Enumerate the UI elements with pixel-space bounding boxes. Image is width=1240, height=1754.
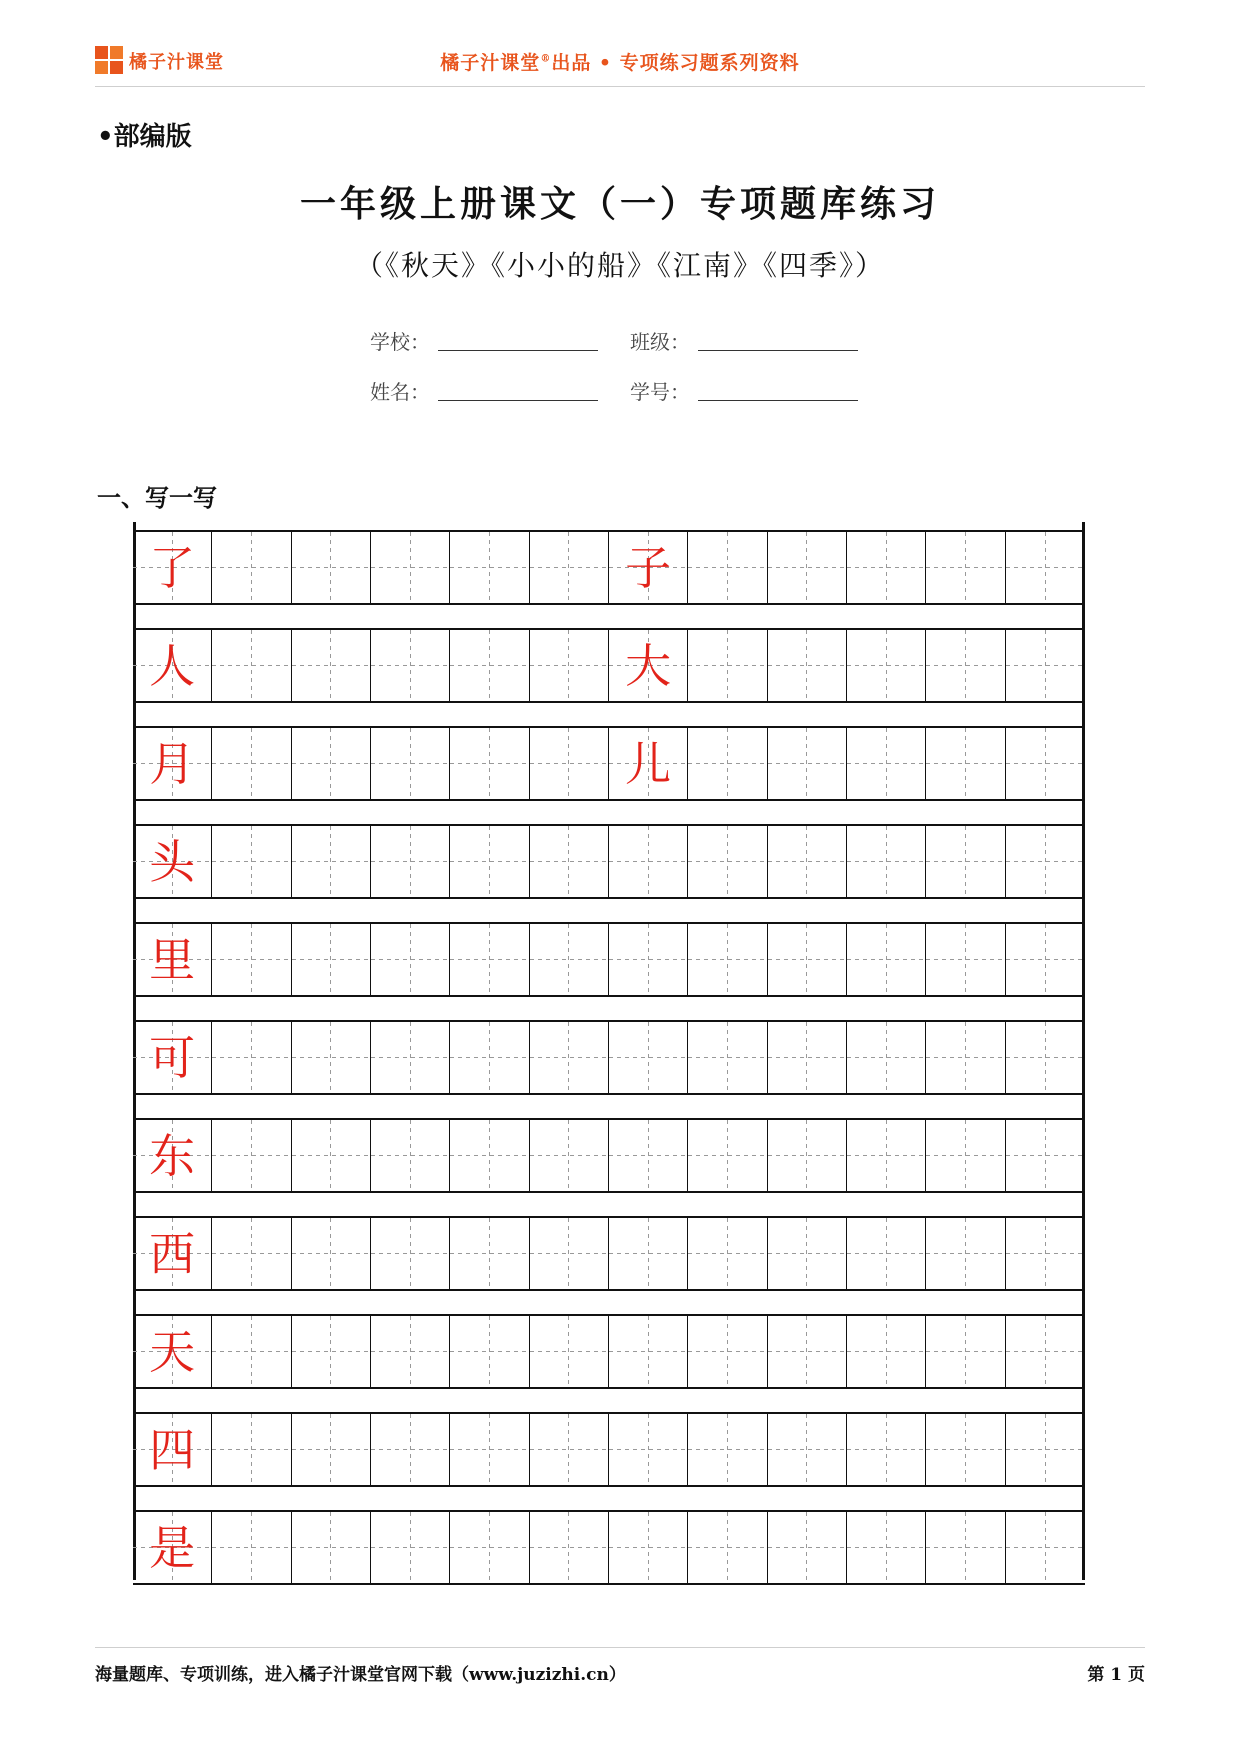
tianzige-cell[interactable] xyxy=(292,1120,371,1191)
tianzige-cell[interactable] xyxy=(926,1022,1005,1093)
tianzige-cell[interactable] xyxy=(133,532,212,603)
tianzige-cell[interactable] xyxy=(688,728,767,799)
tianzige-cell[interactable] xyxy=(768,1022,847,1093)
footer-text: 海量题库、专项训练，进入橘子汁课堂官网下载（www.juzizhi.cn） xyxy=(95,1665,626,1685)
tianzige-cell[interactable] xyxy=(371,826,450,897)
tianzige-cell[interactable] xyxy=(688,1512,767,1583)
tianzige-cell[interactable] xyxy=(133,826,212,897)
tianzige-cell[interactable] xyxy=(450,1512,529,1583)
tianzige-cell[interactable] xyxy=(609,728,688,799)
tianzige-cell[interactable] xyxy=(688,1120,767,1191)
registered-mark: ® xyxy=(540,53,552,65)
tianzige-cell[interactable] xyxy=(212,532,291,603)
tianzige-cell[interactable] xyxy=(847,1414,926,1485)
practice-row xyxy=(133,1412,1085,1487)
model-character: 可 xyxy=(149,1030,196,1085)
tianzige-cell[interactable] xyxy=(926,1316,1005,1387)
tianzige-cell[interactable] xyxy=(847,630,926,701)
number-field xyxy=(630,376,890,405)
tianzige-cell[interactable] xyxy=(926,728,1005,799)
tianzige-cell[interactable] xyxy=(1006,728,1085,799)
tianzige-cell[interactable] xyxy=(212,1316,291,1387)
model-character: 天 xyxy=(149,1324,196,1379)
tianzige-cell[interactable] xyxy=(133,1120,212,1191)
model-character: 四 xyxy=(149,1422,196,1477)
tianzige-cell[interactable] xyxy=(292,1022,371,1093)
tianzige-cell[interactable] xyxy=(212,1120,291,1191)
student-info xyxy=(370,305,890,405)
tianzige-cell[interactable] xyxy=(212,1512,291,1583)
class-blank[interactable] xyxy=(698,349,858,351)
tianzige-cell[interactable] xyxy=(847,1218,926,1289)
tianzige-cell[interactable] xyxy=(292,1512,371,1583)
tagline-brand: 橘子汁课堂 xyxy=(440,52,541,74)
tianzige-cell[interactable] xyxy=(768,924,847,995)
tianzige-cell[interactable] xyxy=(133,1218,212,1289)
tianzige-cell[interactable] xyxy=(847,1316,926,1387)
tianzige-cell[interactable] xyxy=(371,1316,450,1387)
tianzige-cell[interactable] xyxy=(450,1414,529,1485)
tianzige-cell[interactable] xyxy=(530,1316,609,1387)
tianzige-cell[interactable] xyxy=(212,924,291,995)
tianzige-cell[interactable] xyxy=(688,1218,767,1289)
tianzige-cell[interactable] xyxy=(371,924,450,995)
tianzige-cell[interactable] xyxy=(212,728,291,799)
tianzige-cell[interactable] xyxy=(1006,1512,1085,1583)
tianzige-cell[interactable] xyxy=(926,924,1005,995)
tianzige-cell[interactable] xyxy=(450,826,529,897)
tianzige-cell[interactable] xyxy=(926,532,1005,603)
class-label: 班级： xyxy=(630,330,690,354)
tianzige-cell[interactable] xyxy=(847,728,926,799)
tianzige-cell[interactable] xyxy=(1006,1022,1085,1093)
tianzige-cell[interactable] xyxy=(450,728,529,799)
tianzige-cell[interactable] xyxy=(371,728,450,799)
practice-row xyxy=(133,1510,1085,1585)
tianzige-cell[interactable] xyxy=(530,924,609,995)
tianzige-cell[interactable] xyxy=(450,924,529,995)
tianzige-cell[interactable] xyxy=(1006,532,1085,603)
tianzige-cell[interactable] xyxy=(292,1414,371,1485)
school-blank[interactable] xyxy=(438,349,598,351)
tianzige-cell[interactable] xyxy=(926,1218,1005,1289)
tianzige-cell[interactable] xyxy=(847,1120,926,1191)
tianzige-cell[interactable] xyxy=(609,532,688,603)
tianzige-cell[interactable] xyxy=(133,1414,212,1485)
practice-row xyxy=(133,530,1085,605)
tianzige-cell[interactable] xyxy=(609,1218,688,1289)
tianzige-cell[interactable] xyxy=(768,728,847,799)
model-character: 大 xyxy=(625,638,672,693)
tianzige-cell[interactable] xyxy=(609,1512,688,1583)
tianzige-cell[interactable] xyxy=(768,532,847,603)
practice-row xyxy=(133,628,1085,703)
tianzige-cell[interactable] xyxy=(768,1414,847,1485)
tianzige-cell[interactable] xyxy=(609,924,688,995)
tianzige-cell[interactable] xyxy=(371,1218,450,1289)
tianzige-cell[interactable] xyxy=(1006,1218,1085,1289)
model-character: 子 xyxy=(625,540,672,595)
tianzige-cell[interactable] xyxy=(530,1512,609,1583)
page-number: 第 1 页 xyxy=(1087,1665,1145,1685)
tianzige-cell[interactable] xyxy=(530,630,609,701)
practice-row xyxy=(133,824,1085,899)
tianzige-cell[interactable] xyxy=(768,1316,847,1387)
section-heading: 一、写一写 xyxy=(97,483,217,512)
tianzige-cell[interactable] xyxy=(926,1512,1005,1583)
tianzige-cell[interactable] xyxy=(768,826,847,897)
practice-row xyxy=(133,726,1085,801)
logo-text: 橘子汁课堂 xyxy=(129,52,224,73)
model-character: 月 xyxy=(149,736,196,791)
tianzige-cell[interactable] xyxy=(212,1022,291,1093)
tianzige-cell[interactable] xyxy=(609,1120,688,1191)
tianzige-cell[interactable] xyxy=(688,532,767,603)
edition-label: •部编版 xyxy=(97,122,192,152)
tianzige-cell[interactable] xyxy=(530,1022,609,1093)
tianzige-cell[interactable] xyxy=(1006,924,1085,995)
tianzige-cell[interactable] xyxy=(371,532,450,603)
tianzige-cell[interactable] xyxy=(1006,1316,1085,1387)
tianzige-cell[interactable] xyxy=(133,1512,212,1583)
tianzige-cell[interactable] xyxy=(133,630,212,701)
tianzige-cell[interactable] xyxy=(688,924,767,995)
tianzige-cell[interactable] xyxy=(450,1218,529,1289)
practice-row xyxy=(133,1118,1085,1193)
page-header xyxy=(95,40,1145,87)
page-title: 一年级上册课文（一）专项题库练习 xyxy=(299,183,940,225)
tianzige-cell[interactable] xyxy=(1006,1120,1085,1191)
tianzige-cell[interactable] xyxy=(450,1120,529,1191)
tianzige-cell[interactable] xyxy=(133,728,212,799)
tianzige-cell[interactable] xyxy=(212,1414,291,1485)
tianzige-cell[interactable] xyxy=(1006,826,1085,897)
tianzige-cell[interactable] xyxy=(371,630,450,701)
tianzige-cell[interactable] xyxy=(212,826,291,897)
tianzige-cell[interactable] xyxy=(450,1316,529,1387)
tianzige-cell[interactable] xyxy=(847,1512,926,1583)
tianzige-cell[interactable] xyxy=(609,826,688,897)
page-subtitle: （《秋天》《小小的船》《江南》《四季》） xyxy=(354,249,885,282)
tianzige-cell[interactable] xyxy=(926,1120,1005,1191)
practice-row xyxy=(133,1020,1085,1095)
tianzige-cell[interactable] xyxy=(212,1218,291,1289)
tianzige-cell[interactable] xyxy=(371,1414,450,1485)
tianzige-cell[interactable] xyxy=(530,1120,609,1191)
tianzige-cell[interactable] xyxy=(688,1316,767,1387)
name-field xyxy=(370,376,630,405)
tianzige-cell[interactable] xyxy=(847,826,926,897)
practice-row xyxy=(133,922,1085,997)
school-field xyxy=(370,326,630,355)
tianzige-cell[interactable] xyxy=(847,1022,926,1093)
tianzige-cell[interactable] xyxy=(371,1120,450,1191)
tianzige-cell[interactable] xyxy=(688,630,767,701)
tianzige-cell[interactable] xyxy=(609,1414,688,1485)
tianzige-cell[interactable] xyxy=(926,826,1005,897)
tianzige-cell[interactable] xyxy=(292,728,371,799)
tianzige-cell[interactable] xyxy=(847,924,926,995)
tianzige-cell[interactable] xyxy=(926,630,1005,701)
tianzige-cell[interactable] xyxy=(292,1218,371,1289)
name-label: 姓名： xyxy=(370,380,430,404)
tianzige-cell[interactable] xyxy=(292,826,371,897)
name-blank[interactable] xyxy=(438,399,598,401)
model-character: 人 xyxy=(149,638,196,693)
number-blank[interactable] xyxy=(698,399,858,401)
tianzige-cell[interactable] xyxy=(609,630,688,701)
model-character: 西 xyxy=(149,1226,196,1281)
tianzige-cell[interactable] xyxy=(292,630,371,701)
tianzige-cell[interactable] xyxy=(530,1218,609,1289)
page-footer xyxy=(95,1647,1145,1685)
tianzige-cell[interactable] xyxy=(609,1316,688,1387)
tianzige-cell[interactable] xyxy=(371,1022,450,1093)
tianzige-cell[interactable] xyxy=(768,1120,847,1191)
tianzige-cell[interactable] xyxy=(530,1414,609,1485)
tianzige-cell[interactable] xyxy=(450,1022,529,1093)
tianzige-cell[interactable] xyxy=(292,924,371,995)
tianzige-cell[interactable] xyxy=(530,532,609,603)
writing-grid xyxy=(133,522,1085,1580)
tianzige-cell[interactable] xyxy=(133,924,212,995)
tagline-text: 出品 • 专项练习题系列资料 xyxy=(551,52,800,74)
tianzige-cell[interactable] xyxy=(1006,630,1085,701)
tianzige-cell[interactable] xyxy=(212,630,291,701)
tianzige-cell[interactable] xyxy=(688,826,767,897)
number-label: 学号： xyxy=(630,380,690,404)
header-tagline xyxy=(95,48,1145,75)
model-character: 是 xyxy=(149,1520,196,1575)
tianzige-cell[interactable] xyxy=(768,630,847,701)
tianzige-cell[interactable] xyxy=(133,1316,212,1387)
tianzige-cell[interactable] xyxy=(609,1022,688,1093)
model-character: 了 xyxy=(149,540,196,595)
tianzige-cell[interactable] xyxy=(292,1316,371,1387)
tianzige-cell[interactable] xyxy=(688,1414,767,1485)
school-label: 学校： xyxy=(370,330,430,354)
tianzige-cell[interactable] xyxy=(768,1512,847,1583)
model-character: 东 xyxy=(149,1128,196,1183)
tianzige-cell[interactable] xyxy=(688,1022,767,1093)
tianzige-cell[interactable] xyxy=(847,532,926,603)
model-character: 儿 xyxy=(625,736,672,791)
model-character: 头 xyxy=(149,834,196,889)
tianzige-cell[interactable] xyxy=(292,532,371,603)
tianzige-cell[interactable] xyxy=(450,532,529,603)
tianzige-cell[interactable] xyxy=(530,728,609,799)
tianzige-cell[interactable] xyxy=(1006,1414,1085,1485)
tianzige-cell[interactable] xyxy=(530,826,609,897)
practice-row xyxy=(133,1314,1085,1389)
class-field xyxy=(630,326,890,355)
model-character: 里 xyxy=(149,932,196,987)
tianzige-cell[interactable] xyxy=(768,1218,847,1289)
tianzige-cell[interactable] xyxy=(926,1414,1005,1485)
tianzige-cell[interactable] xyxy=(133,1022,212,1093)
tianzige-cell[interactable] xyxy=(371,1512,450,1583)
practice-row xyxy=(133,1216,1085,1291)
tianzige-cell[interactable] xyxy=(450,630,529,701)
